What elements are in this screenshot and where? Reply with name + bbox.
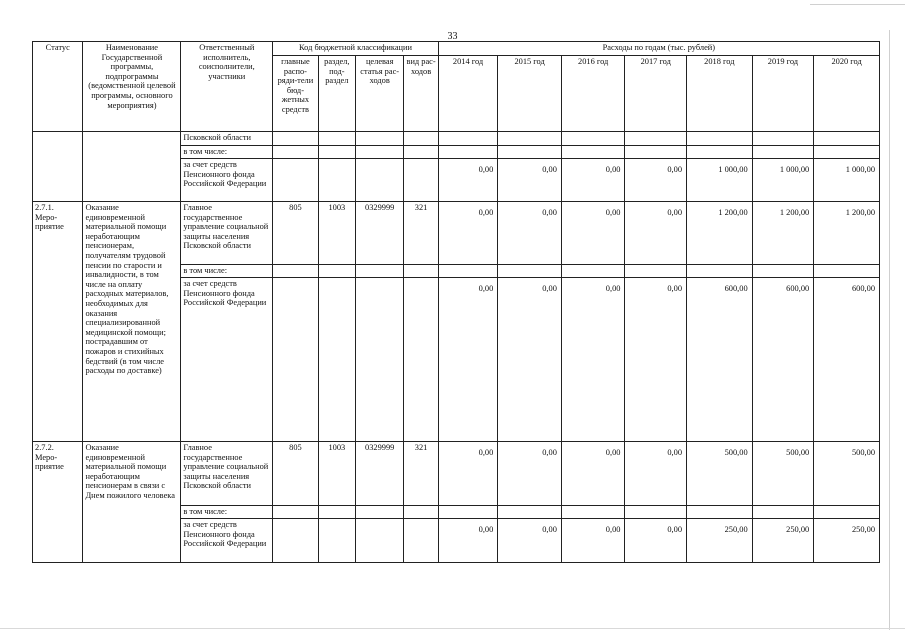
header-budget-code: Код бюджетной классификации xyxy=(273,42,439,56)
value-2014: 0,00 xyxy=(438,278,498,442)
value-2020: 600,00 xyxy=(814,278,880,442)
value-2015: 0,00 xyxy=(498,159,562,202)
code-grbs: 805 xyxy=(273,202,318,265)
scan-edge-right xyxy=(889,30,890,630)
header-year-2014: 2014 год xyxy=(438,56,498,132)
measure-number: 2.7.1. xyxy=(35,203,54,212)
scan-edge-top xyxy=(810,4,905,5)
value-2015: 0,00 xyxy=(498,278,562,442)
value-2017: 0,00 xyxy=(625,159,687,202)
pf-source-label: за счет средств Пенсионного фонда Российской Федерации xyxy=(181,278,273,442)
header-expenses-by-year: Расходы по годам (тыс. рублей) xyxy=(438,42,879,56)
header-year-2017: 2017 год xyxy=(625,56,687,132)
measure-executor: Главное государственное управление социальной защиты населения Псковской области xyxy=(181,442,273,506)
measure-name: Оказание единовременной материальной помощи неработающим пенсионерам в связи с Днем пожилого человека xyxy=(83,442,181,563)
measure-status-label: Меро-приятие xyxy=(35,452,64,472)
header-target-article: целевая статья рас-ходов xyxy=(355,56,403,132)
value-2016: 0,00 xyxy=(561,442,625,506)
value-2019: 1 000,00 xyxy=(752,159,814,202)
value-2016: 0,00 xyxy=(561,519,625,563)
value-2020: 250,00 xyxy=(814,519,880,563)
value-2019: 250,00 xyxy=(752,519,814,563)
header-year-2020: 2020 год xyxy=(814,56,880,132)
value-2019: 600,00 xyxy=(752,278,814,442)
value-2014: 0,00 xyxy=(438,202,498,265)
value-2016: 0,00 xyxy=(561,159,625,202)
value-2014: 0,00 xyxy=(438,442,498,506)
header-year-2016: 2016 год xyxy=(561,56,625,132)
including-label: в том числе: xyxy=(181,146,273,159)
header-year-2019: 2019 год xyxy=(752,56,814,132)
pf-source-label: за счет средств Пенсионного фонда Российской Федерации xyxy=(181,519,273,563)
code-grbs: 805 xyxy=(273,442,318,506)
value-2017: 0,00 xyxy=(625,278,687,442)
header-year-2018: 2018 год xyxy=(687,56,753,132)
header-executor: Ответственный исполнитель, соисполнители, участники xyxy=(181,42,273,132)
value-2015: 0,00 xyxy=(498,519,562,563)
value-2014: 0,00 xyxy=(438,519,498,563)
header-section: раздел, под-раздел xyxy=(318,56,355,132)
value-2019: 1 200,00 xyxy=(752,202,814,265)
value-2015: 0,00 xyxy=(498,442,562,506)
measure-name: Оказание единовременной материальной помощи неработающим пенсионерам, получателям трудовой пенсии по старости и инвалидности, в том числе на оплату расходных материалов, необходимых для оказания специализированной медицинской помощи; пострадавшим от пожаров и стихийных бедствий (в том числе расходы по доставке) xyxy=(83,202,181,442)
measure-status-label: Меро-приятие xyxy=(35,212,64,232)
value-2017: 0,00 xyxy=(625,442,687,506)
pf-source-label: за счет средств Пенсионного фонда Российской Федерации xyxy=(181,159,273,202)
table-row xyxy=(33,202,880,265)
table-row xyxy=(33,132,880,146)
measure-executor: Главное государственное управление социальной защиты населения Псковской области xyxy=(181,202,273,265)
value-2020: 500,00 xyxy=(814,442,880,506)
value-2019: 500,00 xyxy=(752,442,814,506)
code-expense-type: 321 xyxy=(404,202,438,265)
value-2015: 0,00 xyxy=(498,202,562,265)
budget-table xyxy=(32,41,880,563)
measure-status xyxy=(33,202,83,442)
value-2018: 1 200,00 xyxy=(687,202,753,265)
code-section: 1003 xyxy=(318,442,355,506)
value-2018: 500,00 xyxy=(687,442,753,506)
value-2017: 0,00 xyxy=(625,519,687,563)
header-expense-type: вид рас-ходов xyxy=(404,56,438,132)
code-target-article: 0329999 xyxy=(355,202,403,265)
value-2016: 0,00 xyxy=(561,202,625,265)
value-2014: 0,00 xyxy=(438,159,498,202)
code-target-article: 0329999 xyxy=(355,442,403,506)
executor-tail: Псковской области xyxy=(181,132,273,146)
value-2016: 0,00 xyxy=(561,278,625,442)
including-label: в том числе: xyxy=(181,506,273,519)
code-section: 1003 xyxy=(318,202,355,265)
header-grbs: главные распо-ряди-тели бюд-жетных средств xyxy=(273,56,318,132)
value-2020: 1 200,00 xyxy=(814,202,880,265)
header-row-1 xyxy=(33,42,880,56)
page-number: 33 xyxy=(447,31,458,42)
table-row xyxy=(33,442,880,506)
code-expense-type: 321 xyxy=(404,442,438,506)
scan-edge-bottom xyxy=(0,628,905,629)
value-2018: 1 000,00 xyxy=(687,159,753,202)
measure-status xyxy=(33,442,83,563)
value-2020: 1 000,00 xyxy=(814,159,880,202)
value-2017: 0,00 xyxy=(625,202,687,265)
value-2018: 600,00 xyxy=(687,278,753,442)
measure-number: 2.7.2. xyxy=(35,443,54,452)
header-year-2015: 2015 год xyxy=(498,56,562,132)
including-label: в том числе: xyxy=(181,265,273,278)
header-status: Статус xyxy=(33,42,83,132)
header-name: Наименование Государственной программы, подпрограммы (ведомственной целевой программы, основного мероприятия) xyxy=(83,42,181,132)
value-2018: 250,00 xyxy=(687,519,753,563)
